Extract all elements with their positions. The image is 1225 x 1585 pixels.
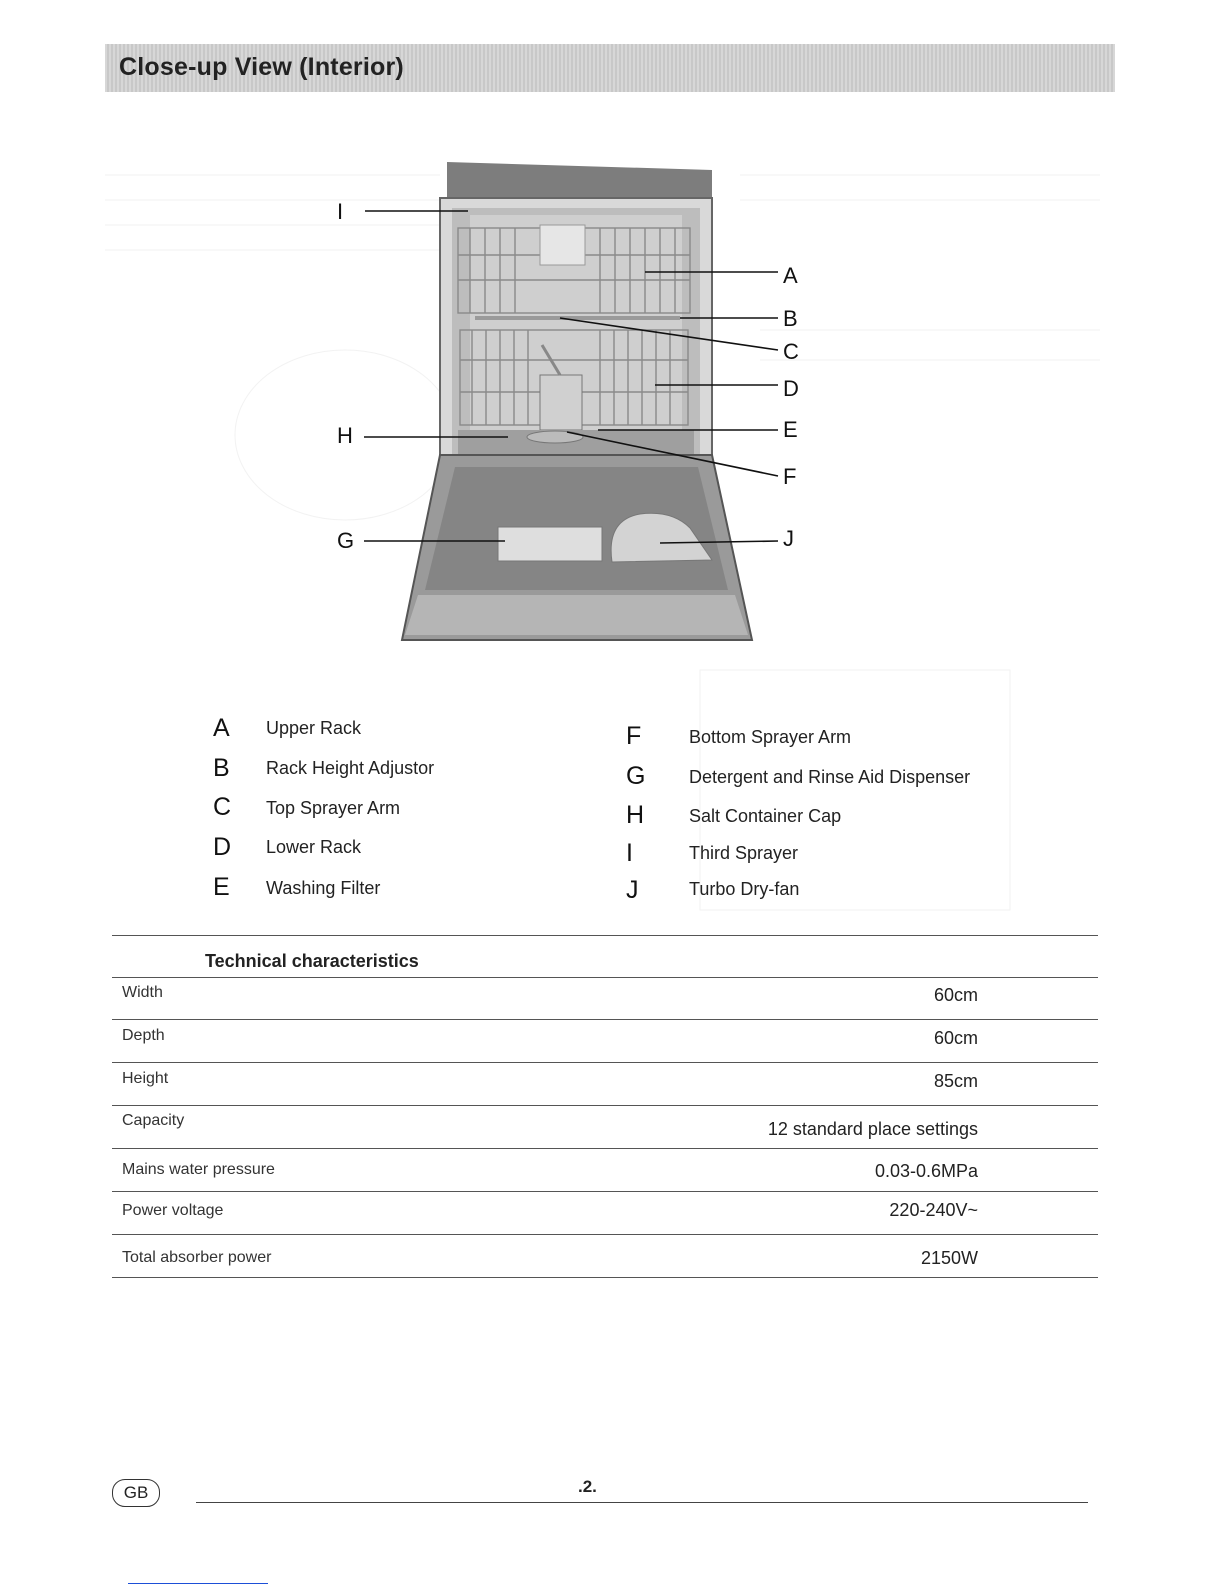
legend-letter: A — [213, 714, 230, 742]
legend-letter: C — [213, 793, 232, 821]
legend-letter: E — [213, 873, 230, 901]
bottom-link-underline — [128, 1583, 268, 1584]
legend-text: Rack Height Adjustor — [266, 758, 435, 778]
legend-letter: H — [626, 801, 645, 829]
spec-label: Depth — [122, 1027, 165, 1044]
callout-label-b: B — [783, 306, 798, 331]
callout-label-i: I — [337, 199, 344, 224]
legend-letter: D — [213, 833, 232, 861]
region-badge: GB — [112, 1479, 160, 1507]
callout-label-j: J — [783, 526, 794, 551]
legend-text: Top Sprayer Arm — [266, 798, 401, 818]
spec-value: 2150W — [920, 1248, 978, 1268]
legend-text: Salt Container Cap — [689, 806, 842, 826]
spec-value: 60cm — [933, 1028, 978, 1048]
specs-title: Technical characteristics — [205, 951, 419, 971]
callout-label-a: A — [783, 263, 798, 288]
dispenser-graphic — [498, 527, 602, 561]
callout-label-g: G — [337, 528, 355, 553]
legend-letter: B — [213, 754, 230, 782]
legend-letter: I — [626, 839, 633, 867]
table-rule — [112, 1191, 1098, 1192]
table-rule — [112, 1019, 1098, 1020]
callout-label-h: H — [337, 423, 353, 448]
legend-letter: F — [626, 722, 642, 750]
spec-value: 220-240V~ — [889, 1200, 978, 1220]
footer-rule — [196, 1502, 1088, 1503]
spec-value: 0.03-0.6MPa — [874, 1161, 978, 1181]
table-rule — [112, 1062, 1098, 1063]
spec-label: Height — [122, 1070, 169, 1087]
spec-value: 12 standard place settings — [767, 1119, 978, 1139]
table-rule — [112, 1234, 1098, 1235]
table-rule — [112, 977, 1098, 978]
callout-label-d: D — [783, 376, 799, 401]
table-rule — [112, 1148, 1098, 1149]
page-number: .2. — [578, 1477, 597, 1496]
spec-value: 60cm — [933, 985, 978, 1005]
callout-label-e: E — [783, 417, 798, 442]
spec-label: Power voltage — [122, 1202, 224, 1219]
legend-text: Detergent and Rinse Aid Dispenser — [689, 767, 971, 787]
legend-letter: J — [626, 876, 639, 904]
spec-label: Total absorber power — [122, 1249, 272, 1266]
callout-label-c: C — [783, 339, 799, 364]
table-rule — [112, 1105, 1098, 1106]
legend-text: Third Sprayer — [689, 843, 799, 863]
table-rule — [112, 1277, 1098, 1278]
legend-letter: G — [626, 762, 646, 790]
spec-value: 85cm — [933, 1071, 978, 1091]
legend-text: Turbo Dry-fan — [689, 879, 800, 899]
legend-text: Washing Filter — [266, 878, 381, 898]
page-title: Close-up View (Interior) — [119, 53, 404, 81]
callout-label-f: F — [783, 464, 797, 489]
legend-text: Bottom Sprayer Arm — [689, 727, 852, 747]
spec-label: Mains water pressure — [122, 1161, 275, 1178]
legend-text: Upper Rack — [266, 718, 362, 738]
legend-text: Lower Rack — [266, 837, 362, 857]
spec-label: Width — [122, 984, 163, 1001]
spec-label: Capacity — [122, 1112, 185, 1129]
table-rule — [112, 935, 1098, 936]
